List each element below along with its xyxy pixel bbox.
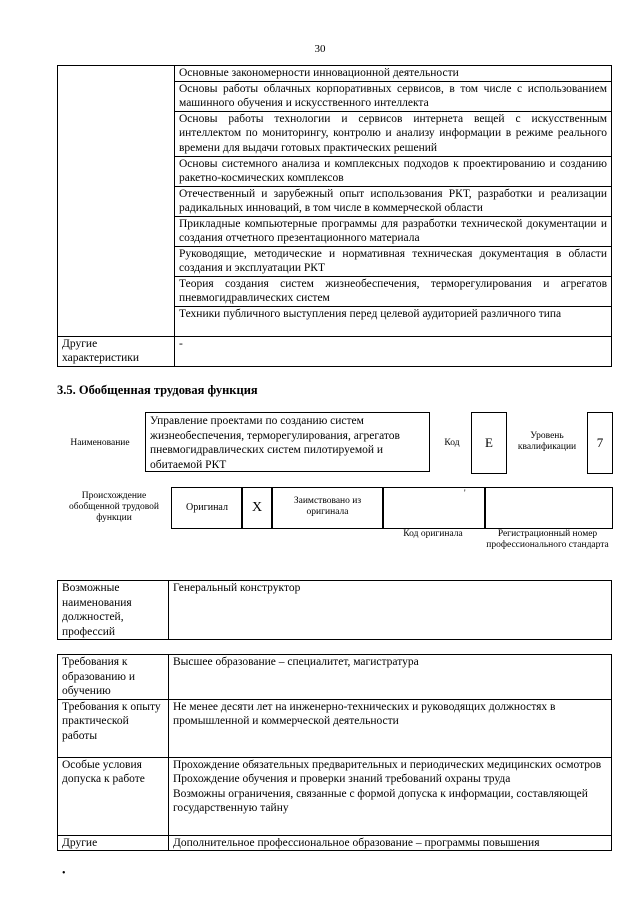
code-value: E: [471, 412, 507, 474]
code-original-label: Код оригинала: [403, 529, 463, 539]
tick-mark: ': [464, 488, 466, 498]
knowledge-table: [57, 65, 612, 367]
knowledge-row: Основы системного анализа и комплексных подходов к проектированию и созданию ракетно-космических комплексов: [175, 156, 612, 186]
admission-item: Возможны ограничения, связанные с формой допуска к информации, составляющей государственную тайну: [173, 787, 588, 814]
knowledge-row: Прикладные компьютерные программы для разработки технической документации и создания отчетного презентационного материала: [175, 216, 612, 246]
level-label: Уровень квалификации: [517, 431, 577, 452]
section-title: 3.5. Обобщенная трудовая функция: [57, 383, 258, 397]
experience-value: Не менее десяти лет на инженерно-технических и руководящих должностях в промышленной и коммерческой деятельности: [169, 699, 612, 757]
knowledge-row: Основные закономерности инновационной деятельности: [175, 66, 612, 82]
page-number: 30: [314, 43, 326, 55]
requirements-table: [57, 654, 612, 851]
other-value: Дополнительное профессиональное образование – программы повышения: [169, 835, 612, 851]
borrowed-label: Заимствовано из оригинала: [293, 496, 362, 517]
admission-item: Прохождение обучения и проверки знаний требований охраны труда: [173, 773, 511, 785]
positions-value: Генеральный конструктор: [169, 581, 612, 640]
origin-label: Происхождение обобщенной трудовой функции: [69, 491, 159, 523]
knowledge-row: Техники публичного выступления перед целевой аудиторией различного типа: [175, 306, 612, 336]
education-label: Требования к образованию и обучению: [58, 655, 169, 700]
original-label: Оригинал: [186, 502, 228, 513]
admission-label: Особые условия допуска к работе: [58, 757, 169, 835]
knowledge-row: Руководящие, методические и нормативная техническая документация в области создания и эксплуатации РКТ: [175, 246, 612, 276]
footer-mark: •: [62, 868, 66, 879]
positions-label: Возможные наименования должностей, профессий: [58, 581, 169, 640]
knowledge-row: Основы работы облачных корпоративных сервисов, в том числе с использованием машинного обучения и искусственного интеллекта: [175, 81, 612, 111]
borrowed-cell: [271, 487, 384, 529]
other-characteristics-value: -: [175, 336, 612, 366]
function-name-value: Управление проектами по созданию систем жизнеобеспечения, терморегулирования, агрегатов пневмогидравлических систем пилотируемой и обитаемой РКТ: [145, 412, 430, 472]
other-label: Другие: [58, 835, 169, 851]
level-value: 7: [587, 412, 613, 474]
knowledge-row: Основы работы технологии и сервисов интернета вещей с искусственным интеллектом по мониторингу, контролю и анализу информации в режиме реального времени для выдачи готовых практических решений: [175, 111, 612, 156]
admission-item: Прохождение обязательных предварительных и периодических медицинских осмотров: [173, 758, 602, 771]
experience-label: Требования к опыту практической работы: [58, 699, 169, 757]
reg-number-cell: [484, 487, 613, 529]
positions-table: [57, 580, 612, 640]
code-original-cell: [382, 487, 486, 529]
knowledge-row: Теория создания систем жизнеобеспечения, терморегулирования и агрегатов пневмогидравлических систем: [175, 276, 612, 306]
other-characteristics-label: Другие характеристики: [58, 336, 175, 366]
admission-value: [169, 757, 612, 835]
name-label: Наименование: [70, 438, 130, 448]
education-value: Высшее образование – специалитет, магистратура: [169, 655, 612, 700]
knowledge-label-cell: [58, 66, 175, 337]
knowledge-row: Отечественный и зарубежный опыт использования РКТ, разработки и реализации радикальных инноваций, в том числе в коммерческой области: [175, 186, 612, 216]
reg-number-label: Регистрационный номер профессионального стандарта: [486, 529, 609, 550]
original-cell: [171, 487, 243, 529]
original-mark: X: [241, 487, 273, 529]
code-label: Код: [444, 438, 460, 448]
